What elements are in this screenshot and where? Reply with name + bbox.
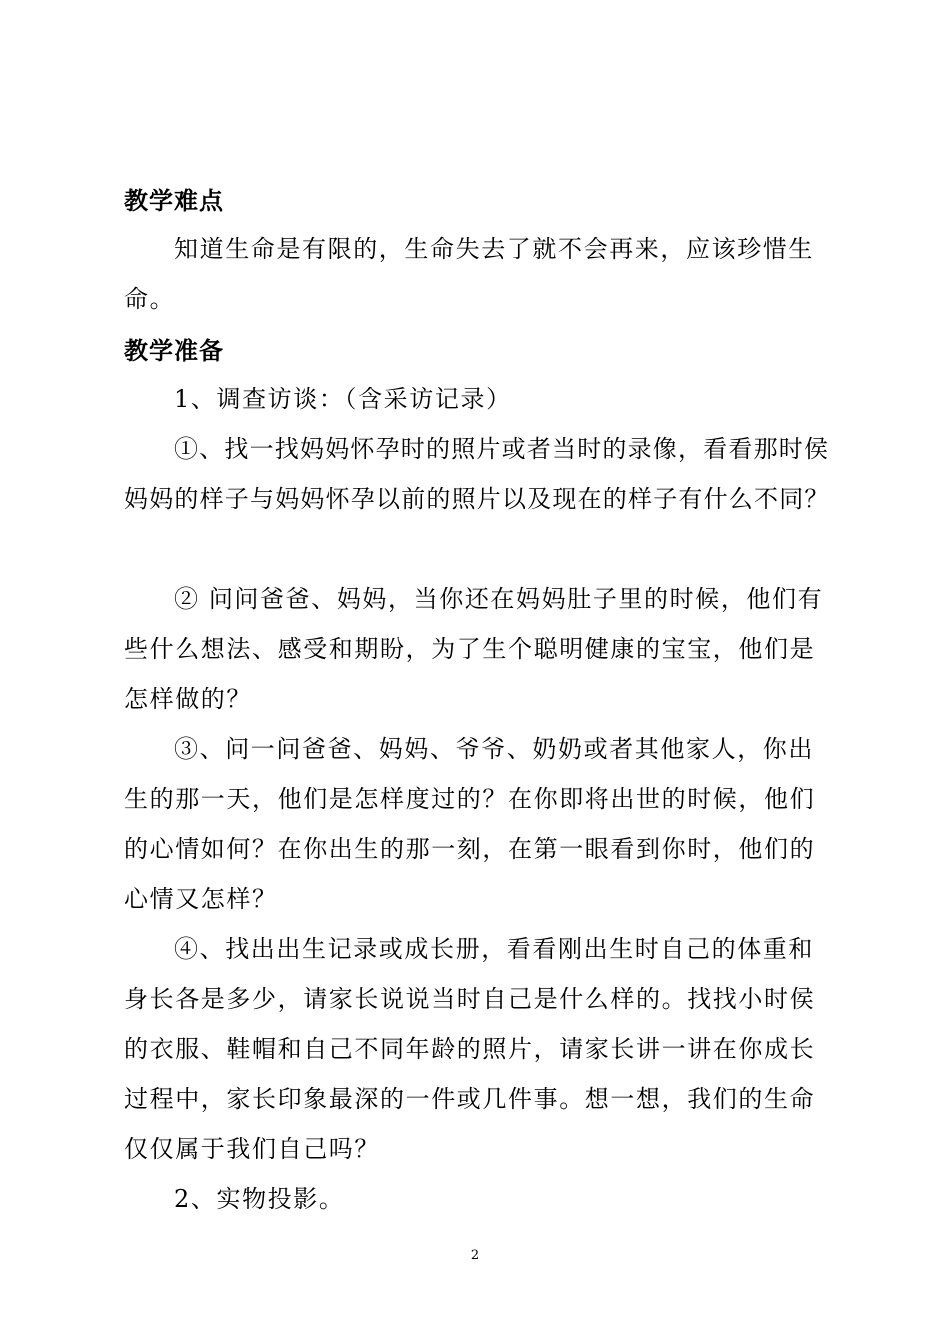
paragraph-item-2: ② 问问爸爸、妈妈，当你还在妈妈肚子里的时候，他们有些什么想法、感受和期盼，为了生个聪明健康的宝宝，他们是怎样做的？: [124, 585, 824, 713]
paragraph-interview-intro: 1、调查访谈：（含采访记录）: [174, 385, 512, 413]
page-number: 2: [470, 1248, 480, 1263]
paragraph-item-4: ④、找出出生记录或成长册，看看刚出生时自己的体重和身长各是多少，请家长说说当时自己是什么样的。找找小时侯的衣服、鞋帽和自己不同年龄的照片，请家长讲一讲在你成长过程中，家长印象最深的一件或几件事。想一想，我们的生命仅仅属于我们自己吗？: [124, 935, 816, 1163]
section-heading-teaching-preparation: 教学准备: [124, 337, 224, 365]
paragraph-difficulty: 知道生命是有限的，生命失去了就不会再来，应该珍惜生命。: [124, 235, 814, 313]
paragraph-item-1: ①、找一找妈妈怀孕时的照片或者当时的录像，看看那时侯妈妈的样子与妈妈怀孕以前的照片以及现在的样子有什么不同？: [124, 435, 830, 513]
paragraph-item-3: ③、问一问爸爸、妈妈、爷爷、奶奶或者其他家人，你出生的那一天，他们是怎样度过的？在你即将出世的时候，他们的心情如何？在你出生的那一刻，在第一眼看到你时，他们的心情又怎样？: [124, 735, 816, 913]
paragraph-projection: 2、实物投影。: [174, 1185, 345, 1213]
section-heading-teaching-difficulty: 教学难点: [124, 187, 224, 215]
